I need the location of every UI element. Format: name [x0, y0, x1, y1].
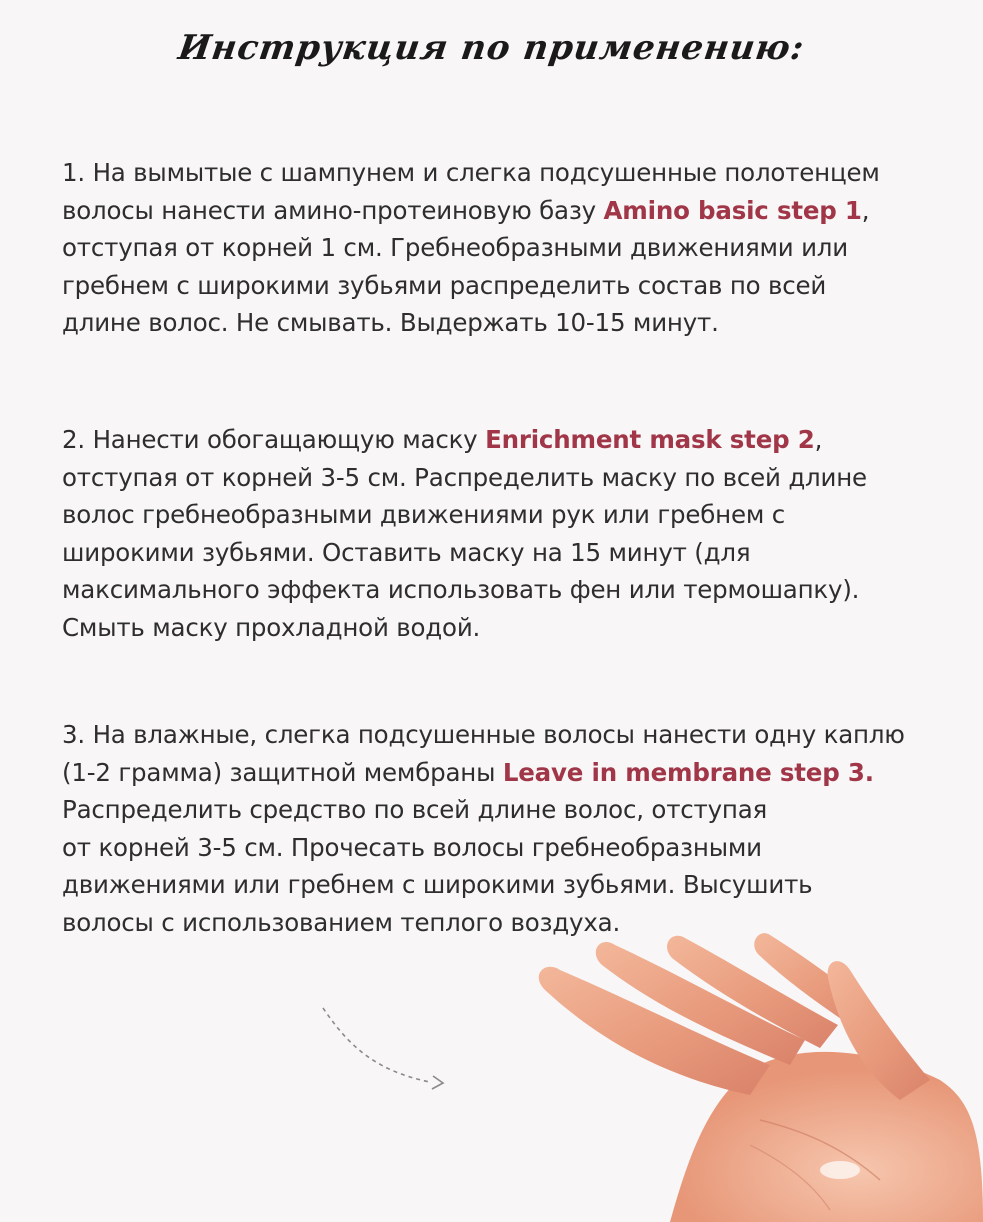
- step-2: [62, 421, 867, 646]
- page-title: Инструкция по применению:: [175, 28, 808, 68]
- product-name-highlight: Enrichment mask step 2: [485, 425, 815, 454]
- step-line: отступая от корней 1 см. Гребнеобразными движениями или: [62, 233, 848, 262]
- step-line: Распределить средство по всей длине волос, отступая: [62, 795, 768, 824]
- step-line: Смыть маску прохладной водой.: [62, 612, 481, 642]
- dashed-arrow-icon: [315, 1000, 465, 1100]
- step-line: 2. Нанести обогащающую маску Enrichment mask step 2,: [62, 425, 823, 454]
- step-line: волос гребнеобразными движениями рук или гребнем с: [62, 500, 785, 529]
- product-name-highlight: Amino basic step 1: [603, 195, 862, 225]
- step-line: гребнем с широкими зубьями распределить состав по всей: [62, 270, 827, 300]
- step-line: от корней 3-5 см. Прочесать волосы гребнеобразными: [62, 832, 762, 862]
- step-line: волосы с использованием теплого воздуха.: [62, 907, 621, 937]
- hand-palm-image: [520, 930, 983, 1222]
- step-1: [62, 154, 880, 342]
- step-line: (1-2 грамма) защитной мембраны Leave in membrane step 3.: [62, 757, 874, 787]
- step-line: длине волос. Не смывать. Выдержать 10-15 минут.: [62, 308, 719, 337]
- step-line: движениями или гребнем с широкими зубьями. Высушить: [62, 870, 813, 899]
- step-3: [62, 716, 905, 941]
- step-line: широкими зубьями. Оставить маску на 15 минут (для: [62, 537, 751, 567]
- product-name-highlight: Leave in membrane step 3.: [502, 757, 874, 787]
- step-line: волосы нанести амино-протеиновую базу Amino basic step 1,: [62, 195, 870, 225]
- step-line: отступая от корней 3-5 см. Распределить маску по всей длине: [62, 462, 867, 492]
- step-line: 3. На влажные, слегка подсушенные волосы нанести одну каплю: [62, 720, 905, 749]
- step-line: максимального эффекта использовать фен или термошапку).: [62, 575, 860, 604]
- step-line: 1. На вымытые с шампунем и слегка подсушенные полотенцем: [62, 158, 880, 187]
